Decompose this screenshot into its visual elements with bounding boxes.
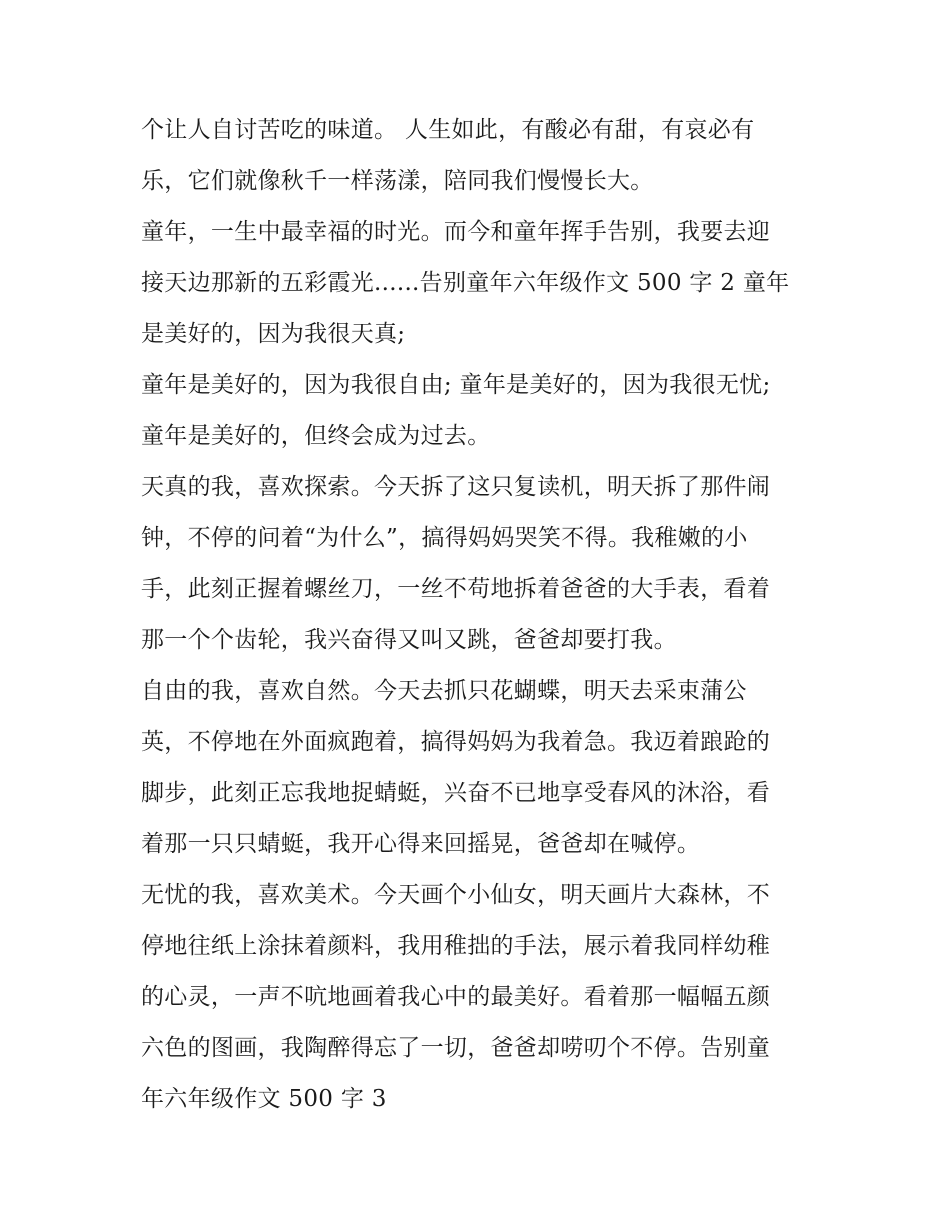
text-line: 自由的我，喜欢自然。今天去抓只花蝴蝶，明天去采束蒲公 [141, 678, 747, 704]
text-line: 童年是美好的，因为我很自由; 童年是美好的，因为我很无忧; [141, 372, 771, 398]
text-line: 的心灵，一声不吭地画着我心中的最美好。看着那一幅幅五颜 [141, 984, 771, 1010]
document-body [141, 108, 821, 1128]
text-line: 六色的图画，我陶醉得忘了一切，爸爸却唠叨个不停。告别童 [141, 1035, 771, 1061]
text-line: 年六年级作文 500 字 3 [141, 1086, 387, 1112]
text-line: 乐，它们就像秋千一样荡漾，陪同我们慢慢长大。 [141, 168, 654, 194]
text-line: 个让人自讨苦吃的味道。 人生如此，有酸必有甜，有哀必有 [141, 117, 755, 143]
text-line: 手，此刻正握着螺丝刀，一丝不苟地拆着爸爸的大手表，看着 [141, 576, 771, 602]
text-line: 无忧的我，喜欢美术。今天画个小仙女，明天画片大森林，不 [141, 882, 771, 908]
text-line: 是美好的，因为我很天真; [141, 321, 406, 347]
text-line: 钟，不停的问着“为什么”，搞得妈妈哭笑不得。我稚嫩的小 [141, 525, 748, 551]
text-line: 童年，一生中最幸福的时光。而今和童年挥手告别，我要去迎 [141, 219, 771, 245]
text-line: 着那一只只蜻蜓，我开心得来回摇晃，爸爸却在喊停。 [141, 831, 701, 857]
text-line: 童年是美好的，但终会成为过去。 [141, 423, 491, 449]
text-line: 接天边那新的五彩霞光......告别童年六年级作文 500 字 2 童年 [141, 270, 790, 296]
text-line: 天真的我，喜欢探索。今天拆了这只复读机，明天拆了那件闹 [141, 474, 771, 500]
text-line: 英，不停地在外面疯跑着，搞得妈妈为我着急。我迈着踉跄的 [141, 729, 771, 755]
text-line: 停地往纸上涂抹着颜料，我用稚拙的手法，展示着我同样幼稚 [141, 933, 771, 959]
text-line: 那一个个齿轮，我兴奋得又叫又跳，爸爸却要打我。 [141, 627, 677, 653]
text-line: 脚步，此刻正忘我地捉蜻蜓，兴奋不已地享受春风的沐浴，看 [141, 780, 771, 806]
